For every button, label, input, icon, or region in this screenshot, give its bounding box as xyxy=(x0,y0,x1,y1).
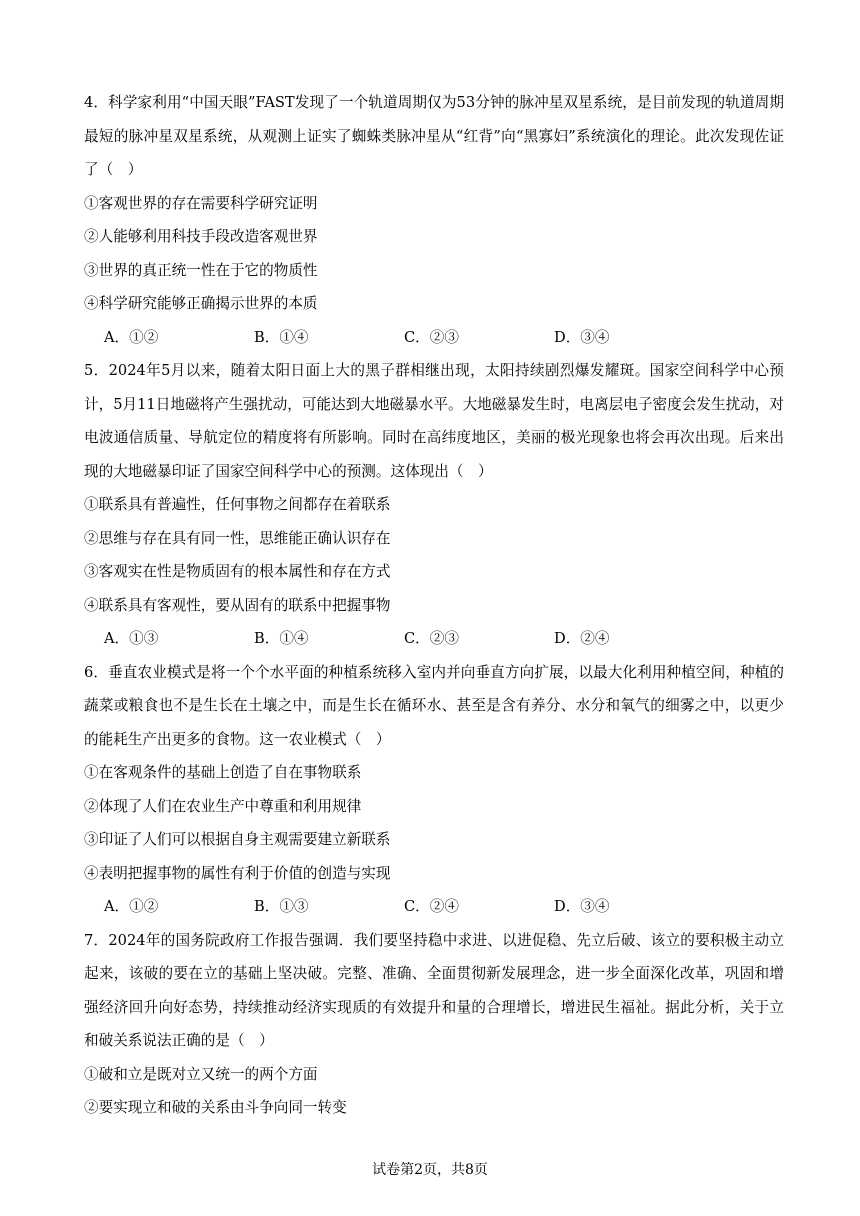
question-7 xyxy=(84,924,784,1125)
statement-item: ②要实现立和破的关系由斗争向同一转变 xyxy=(84,1099,347,1116)
question-4 xyxy=(84,86,784,354)
statement-item: ④联系具有客观性，要从固有的联系中把握事物 xyxy=(84,596,391,614)
option-b: B．①④ xyxy=(254,630,309,647)
statement-item: ②人能够利用科技手段改造客观世界 xyxy=(84,228,318,245)
option-a: A．①③ xyxy=(104,630,159,647)
option-c: C．②③ xyxy=(404,630,459,647)
question-stem: 6．垂直农业模式是将一个个水平面的种植系统移入室内并向垂直方向扩展，以最大化利用种植空间，种植的蔬菜或粮食也不是生长在土壤之中，而是生长在循环水、甚至是含有养分、水分和氧气的细雾之中，以更少的能耗生产出更多的食物。这一农业模式（ ） xyxy=(84,663,784,748)
question-stem: 5．2024年5月以来，随着太阳日面上大的黑子群相继出现，太阳持续剧烈爆发耀斑。国家空间科学中心预计，5月11日地磁将产生强扰动，可能达到大地磁暴水平。大地磁暴发生时，电离层电子密度会发生扰动，对电波通信质量、导航定位的精度将有所影响。同时在高纬度地区，美丽的极光现象也将会再次出现。后来出现的大地磁暴印证了国家空间科学中心的预测。这体现出（ ） xyxy=(84,362,784,480)
option-b: B．①④ xyxy=(254,328,309,346)
option-b: B．①③ xyxy=(254,898,309,915)
option-c: C．②③ xyxy=(404,328,459,346)
answer-options xyxy=(84,622,784,656)
option-d: D．②④ xyxy=(554,630,610,647)
statement-item: ③印证了人们可以根据自身主观需要建立新联系 xyxy=(84,831,391,848)
question-stem: 7．2024年的国务院政府工作报告强调．我们要坚持稳中求进、以进促稳、先立后破、该立的要积极主动立起来，该破的要在立的基础上坚决破。完整、准确、全面贯彻新发展理念，进一步全面深化改革，巩固和增强经济回升向好态势，持续推动经济实现质的有效提升和量的合理增长，增进民生福祉。据此分析，关于立和破关系说法正确的是（ ） xyxy=(84,931,784,1049)
statement-item: ①客观世界的存在需要科学研究证明 xyxy=(84,194,318,212)
option-a: A．①② xyxy=(104,898,159,915)
statement-item: ①在客观条件的基础上创造了自在事物联系 xyxy=(84,764,362,781)
option-c: C．②④ xyxy=(404,898,459,915)
answer-options xyxy=(84,321,784,355)
statement-item: ①联系具有普遍性，任何事物之间都存在着联系 xyxy=(84,496,391,513)
statement-item: ④科学研究能够正确揭示世界的本质 xyxy=(84,295,318,312)
questions-container xyxy=(84,86,784,1125)
statement-item: ④表明把握事物的属性有利于价值的创造与实现 xyxy=(84,864,391,882)
statement-item: ③客观实在性是物质固有的根本属性和存在方式 xyxy=(84,563,391,580)
option-a: A．①② xyxy=(104,328,159,346)
statement-item: ③世界的真正统一性在于它的物质性 xyxy=(84,261,318,279)
option-d: D．③④ xyxy=(554,328,610,346)
page-footer: 试卷第2页，共8页 xyxy=(372,1162,488,1178)
statement-item: ②思维与存在具有同一性，思维能正确认识存在 xyxy=(84,529,391,547)
option-d: D．③④ xyxy=(554,898,610,915)
question-6 xyxy=(84,656,784,924)
statement-item: ①破和立是既对立又统一的两个方面 xyxy=(84,1065,318,1083)
question-stem: 4．科学家利用“中国天眼”FAST发现了一个轨道周期仅为53分钟的脉冲星双星系统，是目前发现的轨道周期最短的脉冲星双星系统，从观测上证实了蜘蛛类脉冲星从“红背”向“黑寡妇”系统演化的理论。此次发现佐证了（ ） xyxy=(84,94,784,178)
question-5 xyxy=(84,354,784,656)
statement-item: ②体现了人们在农业生产中尊重和利用规律 xyxy=(84,797,362,815)
answer-options xyxy=(84,890,784,924)
